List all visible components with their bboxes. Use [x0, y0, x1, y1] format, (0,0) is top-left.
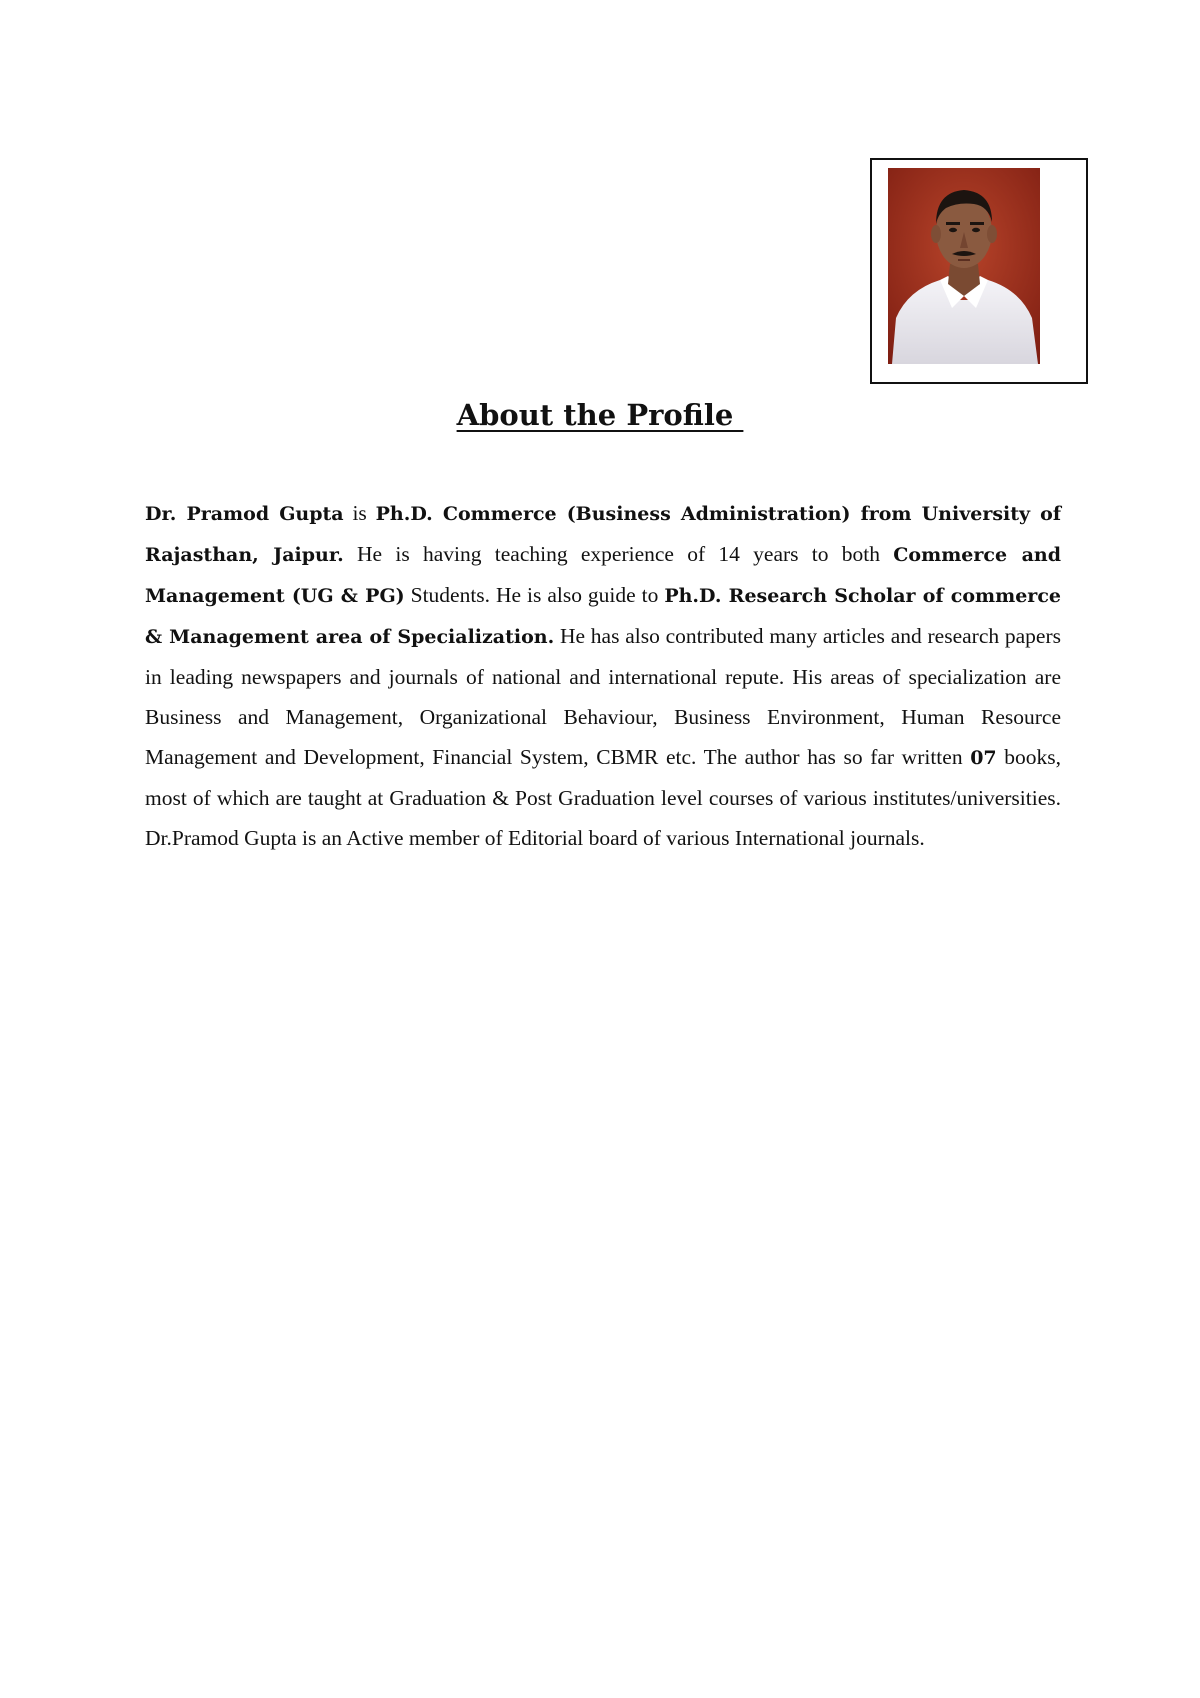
profile-segment: is [343, 501, 376, 525]
page-title-text: About the Profile [456, 398, 744, 432]
profile-photo-frame [870, 158, 1088, 384]
person-portrait-icon [888, 168, 1040, 364]
page-title [0, 398, 1200, 432]
profile-description [145, 493, 1061, 858]
profile-photo [888, 168, 1040, 364]
profile-segment: books, most of which are taught at Graduation & Post Graduation level courses of various institutes/universities. Dr.Pramod Gupta is an Active member of Editorial board of various International journals. [145, 745, 1061, 850]
profile-segment: He has also contributed many articles and research papers in leading newspapers and journals of national and international repute. His areas of specialization are Business and Management, Organizational Behaviour, Business Environment, Human Resource Management and Development, Financial System, CBMR etc. The author has so far written [145, 624, 1061, 769]
profile-segment: Students. He is also guide to [404, 583, 665, 607]
profile-segment: Ph.D. Commerce (Business Administration) from University of Rajasthan, Jaipur. [145, 503, 1062, 566]
profile-segment: 07 [970, 747, 997, 769]
profile-segment: Dr. Pramod Gupta [145, 503, 344, 525]
profile-segment: Commerce and Management (UG & PG) [145, 544, 1061, 607]
profile-segment: Ph.D. Research Scholar of commerce & Management area of Specialization. [145, 585, 1061, 648]
profile-segment: He is having teaching experience of 14 years to both [343, 542, 894, 566]
